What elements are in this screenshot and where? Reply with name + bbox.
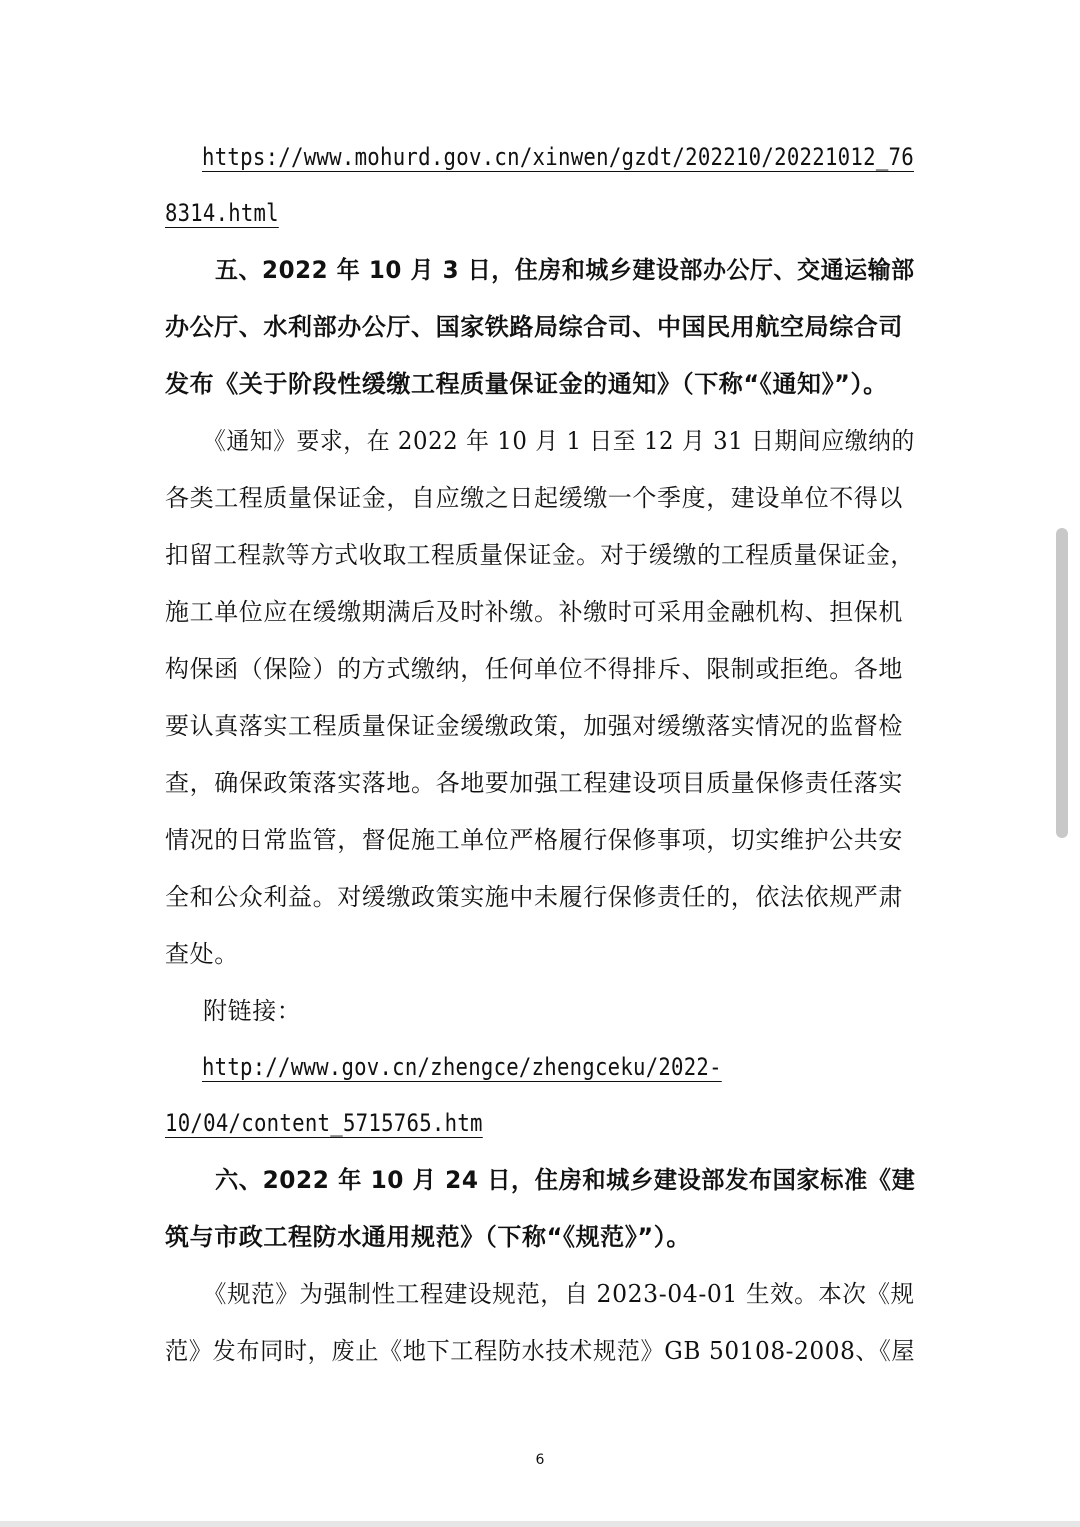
text-line (0, 421, 1080, 461)
heading-line (0, 250, 1080, 290)
paragraph-line: 《规范》为强制性工程建设规范，自 2023-04-01 生效。本次《规 (203, 1280, 915, 1308)
paragraph-line: 扣留工程款等方式收取工程质量保证金。对于缓缴的工程质量保证金， (165, 541, 915, 569)
paragraph-line: 查处。 (165, 940, 239, 968)
text-line (0, 991, 1080, 1031)
paragraph-line: 施工单位应在缓缴期满后及时补缴。补缴时可采用金融机构、担保机 (165, 598, 903, 626)
paragraph-line: 要认真落实工程质量保证金缓缴政策，加强对缓缴落实情况的监督检 (165, 712, 903, 740)
text-line (0, 478, 1080, 518)
text-line (0, 1047, 1080, 1087)
section-5-heading-continued: 发布《关于阶段性缓缴工程质量保证金的通知》（下称“《通知》”）。 (165, 370, 888, 398)
text-line (0, 1331, 1080, 1371)
mohurd-link-continued[interactable]: 8314.html (165, 199, 279, 227)
paragraph-line: 各类工程质量保证金，自应缴之日起缓缴一个季度，建设单位不得以 (165, 484, 903, 512)
heading-line (0, 1160, 1080, 1200)
text-line (0, 763, 1080, 803)
paragraph-line: 情况的日常监管，督促施工单位严格履行保修事项，切实维护公共安 (165, 826, 903, 854)
text-line (0, 820, 1080, 860)
page-bottom-edge (0, 1521, 1080, 1527)
scrollbar-thumb[interactable] (1056, 528, 1068, 838)
text-line (0, 649, 1080, 689)
heading-line (0, 364, 1080, 404)
text-line (0, 877, 1080, 917)
paragraph-line: 全和公众利益。对缓缴政策实施中未履行保修责任的，依法依规严肃 (165, 883, 903, 911)
text-line (0, 706, 1080, 746)
page-number: 6 (535, 1452, 545, 1468)
section-5-heading-continued: 办公厅、水利部办公厅、国家铁路局综合司、中国民用航空局综合司 (165, 313, 903, 341)
text-line (0, 193, 1080, 233)
section-5-heading: 五、2022 年 10 月 3 日，住房和城乡建设部办公厅、交通运输部 (215, 256, 915, 284)
paragraph-line: 构保函（保险）的方式缴纳，任何单位不得排斥、限制或拒绝。各地 (165, 655, 903, 683)
attachment-label: 附链接： (203, 997, 302, 1025)
paragraph-line: 《通知》要求，在 2022 年 10 月 1 日至 12 月 31 日期间应缴纳的 (203, 427, 915, 455)
text-line (0, 535, 1080, 575)
text-line (0, 137, 1080, 177)
gov-link-continued[interactable]: 10/04/content_5715765.htm (165, 1109, 483, 1137)
text-line (0, 1274, 1080, 1314)
text-line (0, 934, 1080, 974)
paragraph-line: 范》发布同时，废止《地下工程防水技术规范》GB 50108-2008、《屋 (165, 1337, 916, 1365)
text-line (0, 1103, 1080, 1143)
section-6-heading: 六、2022 年 10 月 24 日，住房和城乡建设部发布国家标准《建 (215, 1166, 916, 1194)
section-6-heading-continued: 筑与市政工程防水通用规范》（下称“《规范》”）。 (165, 1223, 691, 1251)
paragraph-line: 查，确保政策落实落地。各地要加强工程建设项目质量保修责任落实 (165, 769, 903, 797)
gov-link[interactable]: http://www.gov.cn/zhengce/zhengceku/2022- (202, 1053, 722, 1081)
mohurd-link[interactable]: https://www.mohurd.gov.cn/xinwen/gzdt/202210/20221012_76 (202, 143, 914, 171)
heading-line (0, 307, 1080, 347)
text-line (0, 592, 1080, 632)
heading-line (0, 1217, 1080, 1257)
